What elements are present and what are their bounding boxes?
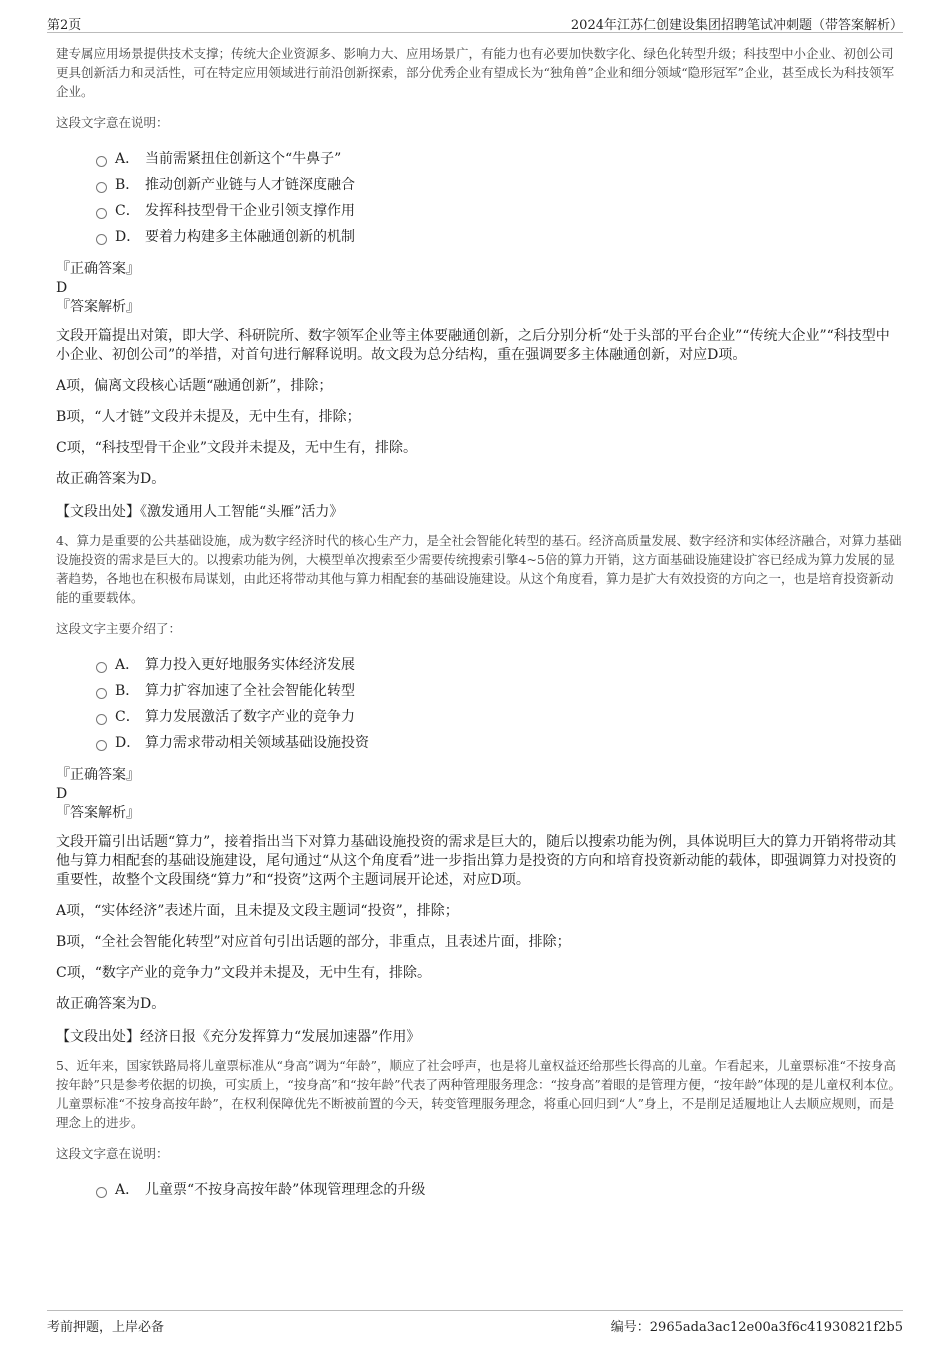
q4-option-a[interactable]: A． 算力投入更好地服务实体经济发展 bbox=[96, 651, 902, 677]
q4-option-d[interactable]: D． 算力需求带动相关领域基础设施投资 bbox=[96, 729, 902, 755]
q4-question: 这段文字主要介绍了： bbox=[56, 621, 182, 636]
q5-passage: 5、近年来，国家铁路局将儿童票标准从“身高”调为“年龄”，顺应了社会呼声，也是将儿童权益还给那些长得高的儿童。乍看起来，儿童票标准“不按身高按年龄”只是参考依据的切换，可实质上，“按身高”和“按年龄”代表了两种管理服务理念：“按身高”着眼的是管理方便，“按年龄”体现的是儿童权利本位。儿童票标准“不按身高按年龄”，在权利保障优先不断被前置的今天，转变管理服务理念，将重心回归到“人”身上，不是削足适履地让人去顺应规则，而是理念上的进步。 bbox=[56, 1058, 902, 1130]
q4-source: 【文段出处】经济日报《充分发挥算力“发展加速器”作用》 bbox=[56, 1029, 421, 1045]
q5-question: 这段文字意在说明： bbox=[56, 1146, 169, 1161]
q3-option-a[interactable]: A． 当前需紧扭住创新这个“牛鼻子” bbox=[96, 145, 902, 171]
radio-icon[interactable] bbox=[96, 688, 107, 699]
radio-icon[interactable] bbox=[96, 234, 107, 245]
radio-icon[interactable] bbox=[96, 714, 107, 725]
radio-icon[interactable] bbox=[96, 740, 107, 751]
q5-option-a[interactable]: A． 儿童票“不按身高按年龄”体现管理理念的升级 bbox=[96, 1176, 902, 1202]
document-title: 2024年江苏仁创建设集团招聘笔试冲刺题（带答案解析） bbox=[570, 18, 903, 33]
q3-question: 这段文字意在说明： bbox=[56, 115, 169, 130]
q3-answer: D bbox=[56, 280, 68, 296]
q4-passage: 4、算力是重要的公共基础设施，成为数字经济时代的核心生产力，是全社会智能化转型的基石。经济高质量发展、数字经济和实体经济融合，对算力基础设施投资的需求是巨大的。以搜索功能为例，大模型单次搜索至少需要传统搜索引擎4~5倍的算力开销，这方面基础设施建设扩容已经成为算力发展的显著趋势，各地也在积极布局谋划，由此还将带动其他与算力相配套的基础设施建设。从这个角度看，算力是扩大有效投资的方向之一，也是培育投资新动能的重要载体。 bbox=[56, 533, 902, 605]
page-number: 第2页 bbox=[47, 18, 82, 33]
q4-answer: D bbox=[56, 786, 68, 802]
q4-option-b[interactable]: B． 算力扩容加速了全社会智能化转型 bbox=[96, 677, 902, 703]
page-footer bbox=[47, 1310, 903, 1335]
q3-answer-label: 『正确答案』 bbox=[56, 261, 140, 277]
document-code: 编号：2965ada3ac12e00a3f6c41930821f2b5 bbox=[610, 1320, 903, 1335]
q3-option-d[interactable]: D． 要着力构建多主体融通创新的机制 bbox=[96, 223, 902, 249]
radio-icon[interactable] bbox=[96, 156, 107, 167]
q4-answer-label: 『正确答案』 bbox=[56, 767, 140, 783]
q3-analysis-label: 『答案解析』 bbox=[56, 299, 140, 315]
q3-source: 【文段出处】《激发通用人工智能“头雁”活力》 bbox=[56, 504, 344, 520]
radio-icon[interactable] bbox=[96, 208, 107, 219]
q3-analysis: 文段开篇提出对策，即大学、科研院所、数字领军企业等主体要融通创新，之后分别分析“处于头部的平台企业”“传统大企业”“科技型中小企业、初创公司”的举措，对首句进行解释说明。故文段为总分结构，重在强调要多主体融通创新，对应D项。 A项，偏离文段核心话题“融通创新”，排除； B项，“人才链”文段并未提及，无中生有，排除； C项，“科技型骨干企业”文段并未提及，无中生有，排除。 故正确答案为D。 bbox=[56, 328, 890, 487]
q3-option-c[interactable]: C． 发挥科技型骨干企业引领支撑作用 bbox=[96, 197, 902, 223]
page-header bbox=[47, 12, 903, 33]
q5-options bbox=[96, 1176, 902, 1202]
page-content bbox=[56, 44, 902, 1212]
q4-options bbox=[96, 651, 902, 755]
radio-icon[interactable] bbox=[96, 662, 107, 673]
footer-slogan: 考前押题，上岸必备 bbox=[47, 1320, 165, 1335]
radio-icon[interactable] bbox=[96, 1187, 107, 1198]
q4-analysis-label: 『答案解析』 bbox=[56, 805, 140, 821]
q3-passage: 建专属应用场景提供技术支撑；传统大企业资源多、影响力大、应用场景广，有能力也有必要加快数字化、绿色化转型升级；科技型中小企业、初创公司更具创新活力和灵活性，可在特定应用领域进行前沿创新探索，部分优秀企业有望成长为“独角兽”企业和细分领域“隐形冠军”企业，甚至成长为科技领军企业。 bbox=[56, 46, 895, 99]
q4-analysis: 文段开篇引出话题“算力”，接着指出当下对算力基础设施投资的需求是巨大的，随后以搜索功能为例，具体说明巨大的算力开销将带动其他与算力相配套的基础设施建设，尾句通过“从这个角度看”进一步指出算力是投资的方向和培育投资新动能的载体，即强调算力对投资的重要性，故整个文段围绕“算力”和“投资”这两个主题词展开论述，对应D项。 A项，“实体经济”表述片面，且未提及文段主题词“投资”，排除； B项，“全社会智能化转型”对应首句引出话题的部分，非重点，且表述片面，排除； C项，“数字产业的竞争力”文段并未提及，无中生有，排除。 故正确答案为D。 bbox=[56, 834, 897, 1012]
radio-icon[interactable] bbox=[96, 182, 107, 193]
q3-options bbox=[96, 145, 902, 249]
q4-option-c[interactable]: C． 算力发展激活了数字产业的竞争力 bbox=[96, 703, 902, 729]
q3-option-b[interactable]: B． 推动创新产业链与人才链深度融合 bbox=[96, 171, 902, 197]
